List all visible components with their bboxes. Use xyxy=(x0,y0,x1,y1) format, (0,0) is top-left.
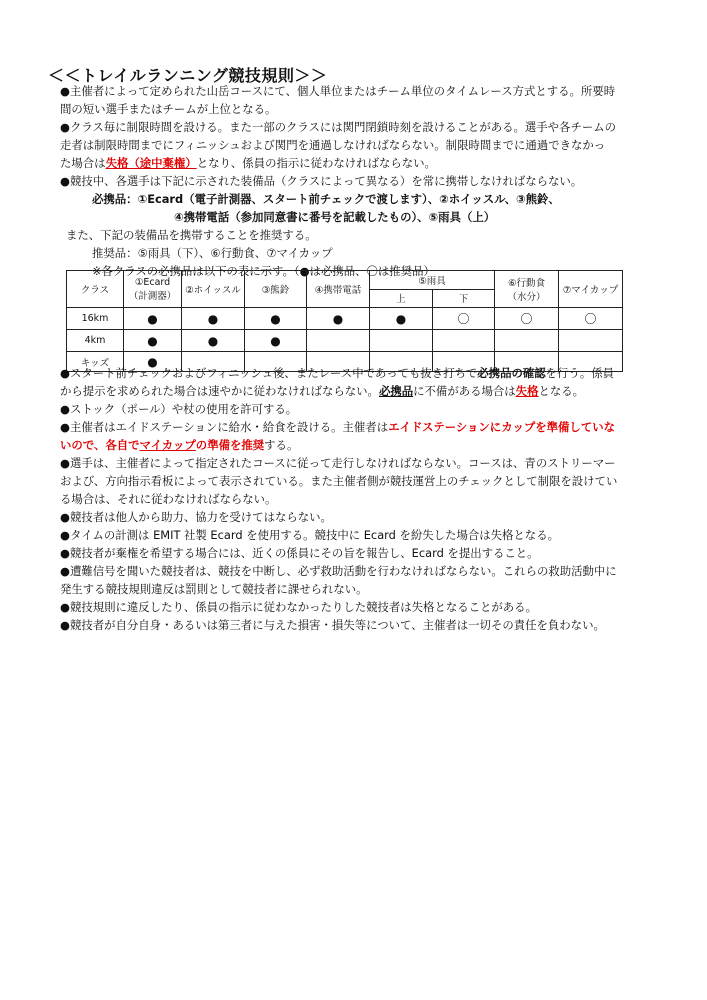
header-rain-top: 上 xyxy=(370,289,433,308)
table-row xyxy=(67,308,623,330)
recommended-items-line: 推奨品：⑤雨具（下）、⑥行動食、⑦マイカップ xyxy=(92,246,333,260)
rule-line: る場合は、それに従わなければならない。 xyxy=(60,492,277,506)
rule-text: となり、係員の指示に従わなければならない。 xyxy=(196,156,436,170)
rule-line: ●競技中、各選手は下記に示された装備品（クラスによって異なる）を常に携帯しなければならない。 xyxy=(60,174,583,188)
table-cell xyxy=(559,330,623,352)
rule-line: ●選手は、主催者によって指定されたコースに従って走行しなければならない。コースは、青のストリーマー xyxy=(60,456,616,470)
rule-line: ●遭難信号を聞いた競技者は、競技を中断し、必ず救助活動を行わなければならない。これらの救助活動中に xyxy=(60,564,617,578)
row-class-name: キッズ xyxy=(67,352,124,372)
rule-line: 発生する競技規則違反は罰則として競技者に課せられない。 xyxy=(60,582,368,596)
table-cell: ● xyxy=(182,330,245,352)
table-cell xyxy=(433,330,495,352)
required-items-emphasis: 必携品 xyxy=(378,384,414,398)
table-cell: ● xyxy=(245,308,307,330)
rule-line: 走者は制限時間までにフィニッシュおよび関門を通過しなければならない。制限時間までに通過できなかっ xyxy=(60,138,606,152)
header-ecard: ①Ecard （計測器） xyxy=(124,271,182,308)
table-cell: ● xyxy=(307,308,370,330)
rule-line: ●タイムの計測は EMIT 社製 Ecard を使用する。競技中に Ecard を紛失した場合は失格となる。 xyxy=(60,528,559,542)
table-cell: 〇 xyxy=(559,308,623,330)
table-cell: ● xyxy=(182,308,245,330)
required-items-line: 必携品：①Ecard（電子計測器、スタート前チェックで渡します）、②ホイッスル、③熊鈴、 xyxy=(92,192,560,206)
rule-line: ●主催者によって定められた山岳コースにて、個人単位またはチーム単位のタイムレース方式とする。所要時 xyxy=(60,84,616,98)
table-cell: ● xyxy=(124,330,182,352)
aid-station-warning: エイドステーションにカップを準備していな xyxy=(388,420,615,434)
table-cell: ● xyxy=(245,330,307,352)
rule-line: ●主催者はエイドステーションに給水・給食を設ける。主催者はエイドステーションにカップを準備していな xyxy=(60,420,615,434)
header-class: クラス xyxy=(67,271,124,308)
rule-line xyxy=(60,154,670,172)
header-rain-bottom: 下 xyxy=(433,289,495,308)
table-cell: ● xyxy=(124,352,182,372)
table-cell: 〇 xyxy=(433,308,495,330)
row-class-name: 16km xyxy=(67,308,124,330)
header-cup: ⑦マイカップ xyxy=(559,271,623,308)
rule-line: ●競技規則に違反したり、係員の指示に従わなかったりした競技者は失格となることがある。 xyxy=(60,600,537,614)
rule-line: ●クラス毎に制限時間を設ける。また一部のクラスには関門閉鎖時刻を設けることがある。選手や各チームの xyxy=(60,120,617,134)
rule-text: た場合は xyxy=(60,156,106,170)
table-cell: ● xyxy=(370,308,433,330)
table-cell xyxy=(307,330,370,352)
rule-line: ●競技者は他人から助力、協力を受けてはならない。 xyxy=(60,510,332,524)
table-cell xyxy=(495,330,559,352)
header-whistle: ②ホイッスル xyxy=(182,271,245,308)
disqualification-note: 失格 xyxy=(515,384,539,398)
equipment-table xyxy=(66,270,623,372)
table-row xyxy=(67,330,623,352)
rule-line: ●競技者が自分自身・あるいは第三者に与えた損害・損失等について、主催者は一切その責任を負わない。 xyxy=(60,618,605,632)
equipment-check-note: 必携品の確認 xyxy=(477,366,546,380)
my-cup-emphasis: マイカップ xyxy=(139,438,196,452)
rule-line: 間の短い選手またはチームが上位となる。 xyxy=(60,102,277,116)
required-items-line: ④携帯電話（参加同意書に番号を記載したもの）、⑤雨具（上） xyxy=(174,210,496,224)
row-class-name: 4km xyxy=(67,330,124,352)
rule-line: ●競技者が棄権を希望する場合には、近くの係員にその旨を報告し、Ecard を提出すること。 xyxy=(60,546,539,560)
rule-line: から提示を求められた場合は速やかに従わなければならない。必携品に不備がある場合は失格となる。 xyxy=(60,384,585,398)
rules-section-bottom xyxy=(60,364,670,634)
rule-line: ●スタート前チェックおよびフィニッシュ後、またレース中であっても抜き打ちで必携品の確認を行う。係員 xyxy=(60,366,614,380)
page-title: ＜＜トレイルランニング競技規則＞＞ xyxy=(48,66,328,85)
header-bear-bell: ③熊鈴 xyxy=(245,271,307,308)
table-cell xyxy=(370,330,433,352)
table-cell: 〇 xyxy=(495,308,559,330)
disqualification-note: 失格（途中棄権） xyxy=(105,156,197,170)
rule-line: いので、各自でマイカップの準備を推奨する。 xyxy=(60,438,299,452)
rules-section-top xyxy=(60,82,670,280)
table-note: ※各クラスの必携品は以下の表に示す。（●は必携品、〇は推奨品） xyxy=(92,264,435,278)
rule-line: また、下記の装備品を携帯することを推奨する。 xyxy=(66,228,317,242)
rule-line: および、方向指示看板によって表示されている。また主催者側が競技運営上のチェックとして制限を設けてい xyxy=(60,474,618,488)
header-food: ⑥行動食 （水分） xyxy=(495,271,559,308)
header-phone: ④携帯電話 xyxy=(307,271,370,308)
header-rain-gear: ⑤雨具 xyxy=(370,271,495,290)
table-cell: ● xyxy=(124,308,182,330)
rule-line: ●ストック（ポール）や杖の使用を許可する。 xyxy=(60,402,298,416)
